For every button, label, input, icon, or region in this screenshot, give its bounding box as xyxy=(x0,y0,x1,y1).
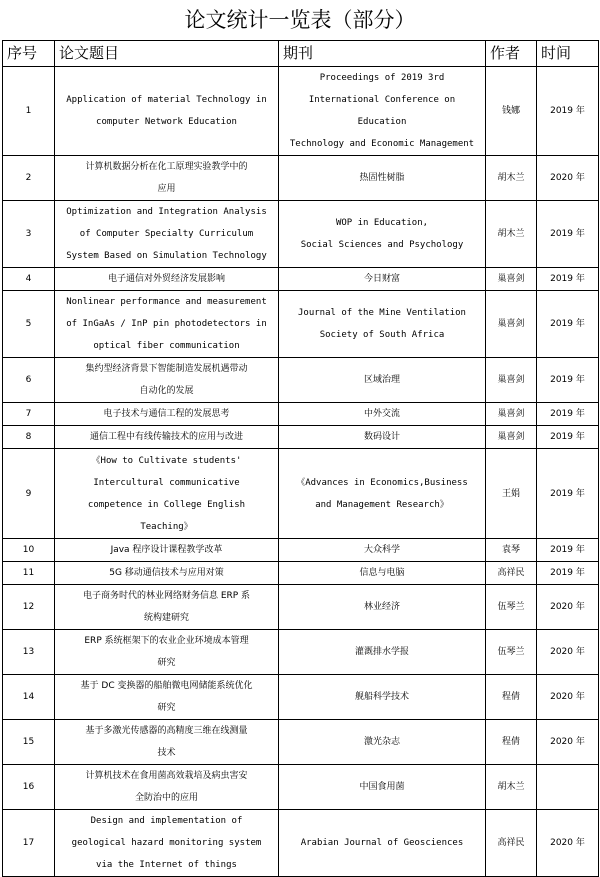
paper-title xyxy=(55,539,279,562)
title-line: computer Network Education xyxy=(96,117,237,127)
title-line: 集约型经济背景下智能制造发展机遇带动 xyxy=(85,364,248,374)
journal-name xyxy=(279,810,486,877)
table-row xyxy=(3,675,599,720)
title-line: 计算机技术在食用菌高效栽培及病虫害安 xyxy=(85,771,248,781)
title-line: 电子技术与通信工程的发展思考 xyxy=(103,409,230,419)
journal-line: 激光杂志 xyxy=(363,737,400,747)
row-index: 5 xyxy=(3,291,55,358)
journal-name xyxy=(279,291,486,358)
author-name: 巢喜剑 xyxy=(486,358,537,403)
publish-year: 2019 年 xyxy=(537,201,599,268)
journal-name xyxy=(279,675,486,720)
table-row xyxy=(3,426,599,449)
header-author: 作者 xyxy=(486,41,537,67)
publish-year: 2020 年 xyxy=(537,675,599,720)
journal-line: Proceedings of 2019 3rd xyxy=(319,73,445,83)
table-row xyxy=(3,585,599,630)
row-index: 17 xyxy=(3,810,55,877)
journal-name xyxy=(279,67,486,156)
title-line: Design and implementation of xyxy=(90,816,243,826)
paper-title xyxy=(55,403,279,426)
author-name: 巢喜剑 xyxy=(486,426,537,449)
title-line: 自动化的发展 xyxy=(139,386,194,396)
journal-line: 舰船科学技术 xyxy=(354,692,409,702)
row-index: 13 xyxy=(3,630,55,675)
journal-line: 今日财富 xyxy=(363,274,400,284)
author-name: 巢喜剑 xyxy=(486,403,537,426)
table-row xyxy=(3,449,599,539)
author-name: 伍琴兰 xyxy=(486,630,537,675)
author-name: 胡木兰 xyxy=(486,156,537,201)
journal-line: 信息与电脑 xyxy=(359,568,405,578)
journal-line: 数码设计 xyxy=(363,432,400,442)
row-index: 16 xyxy=(3,765,55,810)
title-line: geological hazard monitoring system xyxy=(71,838,262,848)
journal-line: 中外交流 xyxy=(363,409,400,419)
table-row xyxy=(3,291,599,358)
title-line: 5G 移动通信技术与应用对策 xyxy=(109,568,224,578)
author-name: 高祥民 xyxy=(486,562,537,585)
table-row xyxy=(3,562,599,585)
publish-year: 2020 年 xyxy=(537,720,599,765)
publish-year: 2020 年 xyxy=(537,585,599,630)
journal-line: 灌溉排水学报 xyxy=(354,647,409,657)
table-row xyxy=(3,268,599,291)
page-title: 论文统计一览表（部分） xyxy=(184,8,416,32)
title-line: Nonlinear performance and measurement xyxy=(66,297,267,307)
title-line: 研究 xyxy=(157,703,176,713)
row-index: 8 xyxy=(3,426,55,449)
author-name: 程倩 xyxy=(486,675,537,720)
paper-title xyxy=(55,156,279,201)
paper-title xyxy=(55,67,279,156)
row-index: 14 xyxy=(3,675,55,720)
journal-line: and Management Research》 xyxy=(315,499,449,510)
table-row xyxy=(3,156,599,201)
title-line: ERP 系统框架下的农业企业环境成本管理 xyxy=(84,636,249,646)
journal-name xyxy=(279,156,486,201)
title-line: 应用 xyxy=(157,184,176,194)
title-line: 统构建研究 xyxy=(143,613,189,623)
author-name: 袁琴 xyxy=(486,539,537,562)
journal-line: International Conference on xyxy=(308,95,456,105)
journal-name xyxy=(279,449,486,539)
journal-name xyxy=(279,539,486,562)
row-index: 4 xyxy=(3,268,55,291)
journal-line: 区域治理 xyxy=(363,375,400,385)
publish-year: 2019 年 xyxy=(537,562,599,585)
title-line: 电子商务时代的林业网络财务信息 ERP 系 xyxy=(82,591,251,601)
author-name: 王娟 xyxy=(486,449,537,539)
title-line: via the Internet of things xyxy=(96,860,237,870)
title-line: Teaching》 xyxy=(140,521,193,532)
title-line: 通信工程中有线传输技术的应用与改进 xyxy=(89,432,243,442)
title-line: System Based on Simulation Technology xyxy=(66,251,267,261)
journal-line: Journal of the Mine Ventilation xyxy=(298,308,466,318)
journal-line: Social Sciences and Psychology xyxy=(300,240,464,250)
journal-line: Technology and Economic Management xyxy=(289,139,475,149)
table-row xyxy=(3,765,599,810)
publish-year: 2020 年 xyxy=(537,630,599,675)
paper-title xyxy=(55,358,279,403)
author-name: 胡木兰 xyxy=(486,201,537,268)
journal-line: Society of South Africa xyxy=(319,330,445,340)
title-line: optical fiber communication xyxy=(93,341,240,351)
publish-year: 2019 年 xyxy=(537,403,599,426)
publish-year: 2019 年 xyxy=(537,358,599,403)
author-name: 钱娜 xyxy=(486,67,537,156)
publish-year: 2019 年 xyxy=(537,449,599,539)
author-name: 高祥民 xyxy=(486,810,537,877)
journal-line: Arabian Journal of Geosciences xyxy=(300,838,464,848)
paper-title xyxy=(55,765,279,810)
title-line: Application of material Technology in xyxy=(66,95,267,105)
header-row xyxy=(3,41,599,67)
row-index: 1 xyxy=(3,67,55,156)
journal-line: 热固性树脂 xyxy=(359,173,405,183)
paper-title xyxy=(55,291,279,358)
paper-title xyxy=(55,585,279,630)
journal-name xyxy=(279,403,486,426)
title-line: Java 程序设计课程教学改革 xyxy=(110,545,223,555)
row-index: 3 xyxy=(3,201,55,268)
paper-title xyxy=(55,268,279,291)
header-title: 论文题目 xyxy=(55,41,279,67)
author-name: 程倩 xyxy=(486,720,537,765)
paper-title xyxy=(55,810,279,877)
title-line: 研究 xyxy=(157,658,176,668)
table-row xyxy=(3,201,599,268)
paper-title xyxy=(55,201,279,268)
publish-year: 2019 年 xyxy=(537,268,599,291)
journal-line: 大众科学 xyxy=(363,545,400,555)
row-index: 9 xyxy=(3,449,55,539)
publish-year xyxy=(537,765,599,810)
row-index: 15 xyxy=(3,720,55,765)
table-row xyxy=(3,358,599,403)
paper-table xyxy=(2,40,599,877)
journal-name xyxy=(279,201,486,268)
journal-line: 林业经济 xyxy=(363,602,400,612)
title-line: 计算机数据分析在化工原理实验教学中的 xyxy=(85,162,248,172)
journal-name xyxy=(279,765,486,810)
publish-year: 2019 年 xyxy=(537,426,599,449)
paper-title xyxy=(55,449,279,539)
row-index: 6 xyxy=(3,358,55,403)
publish-year: 2020 年 xyxy=(537,810,599,877)
row-index: 10 xyxy=(3,539,55,562)
paper-title xyxy=(55,720,279,765)
title-line: Optimization and Integration Analysis xyxy=(66,207,267,217)
row-index: 2 xyxy=(3,156,55,201)
header-time: 时间 xyxy=(537,41,599,67)
table-row xyxy=(3,810,599,877)
author-name: 巢喜剑 xyxy=(486,268,537,291)
journal-name xyxy=(279,358,486,403)
journal-name xyxy=(279,426,486,449)
header-index: 序号 xyxy=(3,41,55,67)
journal-line: 中国食用菌 xyxy=(359,782,405,792)
journal-line: Education xyxy=(357,117,407,127)
publish-year: 2019 年 xyxy=(537,67,599,156)
table-row xyxy=(3,630,599,675)
title-line: Intercultural communicative xyxy=(93,477,240,488)
title-line: 基于 DC 变换器的船舶微电网储能系统优化 xyxy=(80,681,253,691)
row-index: 11 xyxy=(3,562,55,585)
author-name: 伍琴兰 xyxy=(486,585,537,630)
publish-year: 2019 年 xyxy=(537,539,599,562)
paper-title xyxy=(55,426,279,449)
journal-line: WOP in Education, xyxy=(335,218,429,228)
publish-year: 2019 年 xyxy=(537,291,599,358)
title-line: 《How to Cultivate students' xyxy=(91,455,242,466)
journal-name xyxy=(279,630,486,675)
table-row xyxy=(3,403,599,426)
table-row xyxy=(3,539,599,562)
row-index: 7 xyxy=(3,403,55,426)
header-journal: 期刊 xyxy=(279,41,486,67)
journal-name xyxy=(279,268,486,291)
paper-title xyxy=(55,630,279,675)
journal-name xyxy=(279,720,486,765)
journal-name xyxy=(279,562,486,585)
title-line: of Computer Specialty Curriculum xyxy=(79,229,254,239)
table-body xyxy=(3,67,599,877)
author-name: 胡木兰 xyxy=(486,765,537,810)
title-line: 全防治中的应用 xyxy=(134,793,198,803)
table-row xyxy=(3,720,599,765)
journal-line: 《Advances in Economics,Business xyxy=(296,477,468,488)
title-line: of InGaAs / InP pin photodetectors in xyxy=(66,319,267,329)
paper-title xyxy=(55,675,279,720)
table-row xyxy=(3,67,599,156)
title-line: 电子通信对外贸经济发展影响 xyxy=(107,274,225,284)
title-line: competence in College English xyxy=(87,499,246,510)
title-line: 基于多激光传感器的高精度三维在线测量 xyxy=(85,726,248,736)
journal-name xyxy=(279,585,486,630)
publish-year: 2020 年 xyxy=(537,156,599,201)
author-name: 巢喜剑 xyxy=(486,291,537,358)
paper-title xyxy=(55,562,279,585)
row-index: 12 xyxy=(3,585,55,630)
title-line: 技术 xyxy=(157,748,176,758)
